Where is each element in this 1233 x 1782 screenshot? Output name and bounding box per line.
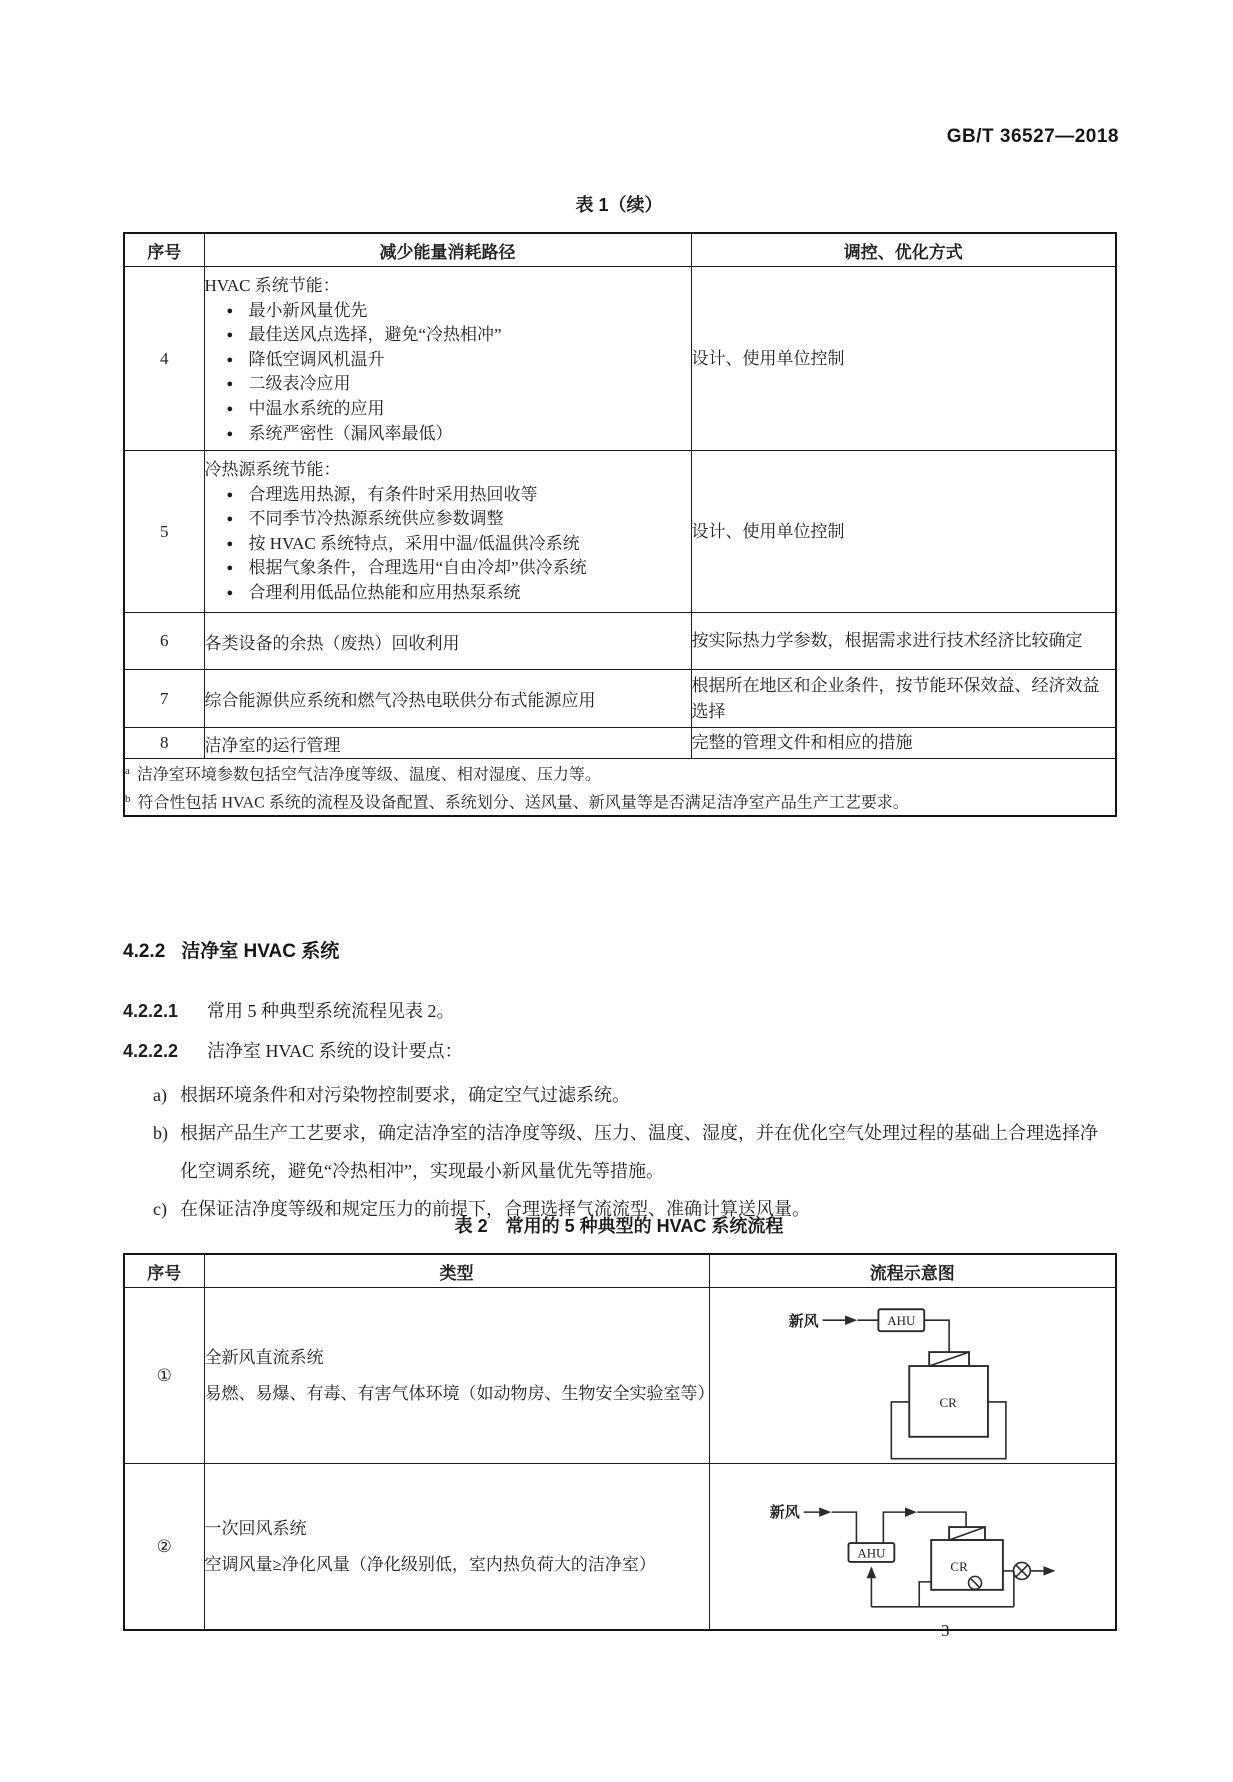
- filter-diagonal: [949, 1527, 985, 1540]
- column-header-control: 调控、优化方式: [691, 233, 1116, 267]
- column-header-path: 减少能量消耗路径: [204, 233, 691, 267]
- footnote-marker: a: [125, 765, 130, 777]
- fresh-air-duct: [831, 1512, 856, 1543]
- list-item-text: 根据环境条件和对污染物控制要求，确定空气过滤系统。: [180, 1085, 630, 1105]
- clause-text: 洁净室 HVAC 系统的设计要点：: [207, 1041, 463, 1061]
- footnote-a: [125, 759, 1115, 787]
- table-row-4: [124, 267, 1116, 451]
- clause-number: 4.2.2.1: [123, 1001, 179, 1021]
- table-row-5: [124, 451, 1116, 613]
- list-item-b: [123, 1114, 1115, 1190]
- page-number: 3: [941, 1621, 950, 1640]
- footnote-row: [124, 759, 1116, 816]
- footnote-cell: [124, 759, 1116, 816]
- table-row-6: [124, 613, 1116, 670]
- path-title: HVAC 系统节能：: [204, 276, 340, 295]
- row-number-cell: 5: [124, 451, 204, 613]
- row-number-cell: 7: [124, 670, 204, 728]
- type-cell: [204, 1288, 715, 1464]
- path-cell: [204, 451, 691, 613]
- clause-4-2-2-1: [123, 996, 1115, 1026]
- column-header-type: 类型: [204, 1254, 709, 1288]
- section-title: 洁净室 HVAC 系统: [181, 941, 340, 962]
- footnote-text: 符合性包括 HVAC 系统的流程及设备配置、系统划分、送风量、新风量等是否满足洁净室产品生产工艺要求。: [137, 794, 909, 812]
- bullet-item: ● 降低空调风机温升: [205, 348, 691, 373]
- bullet-list: [205, 483, 691, 606]
- fresh-air-label: 新风: [769, 1505, 800, 1522]
- table-row-circle2: [124, 1464, 1116, 1631]
- control-cell: 完整的管理文件和相应的措施: [691, 728, 1116, 759]
- cleanroom-label: CR: [949, 1558, 968, 1574]
- ahu-label: AHU: [856, 1545, 885, 1561]
- doc-number: GB/T 36527—2018: [946, 126, 1119, 147]
- bullet-item: ● 按 HVAC 系统特点，采用中温/低温供冷系统: [205, 532, 691, 557]
- bullet-item: ● 根据气象条件，合理选用“自由冷却”供冷系统: [205, 556, 691, 581]
- return-duct-left: [919, 1582, 931, 1607]
- row-number-cell: 4: [124, 267, 204, 451]
- column-header-no: 序号: [124, 1254, 204, 1288]
- fresh-air-label: 新风: [788, 1314, 819, 1331]
- clause-number: 4.2.2.2: [123, 1041, 179, 1061]
- type-cell: [204, 1464, 709, 1631]
- footnote-marker: b: [125, 792, 131, 805]
- bullet-item: ● 最小新风量优先: [205, 299, 691, 324]
- list-item-label: a): [153, 1085, 167, 1105]
- table1: [123, 232, 1117, 817]
- row-number-cell: 8: [124, 728, 204, 759]
- diagram-cell: [709, 1464, 1116, 1631]
- list-item-label: c): [153, 1199, 167, 1219]
- list-item-text: 根据产品生产工艺要求，确定洁净室的洁净度等级、压力、温度、湿度，并在优化空气处理过程的基础上合理选择净化空调系统，避免“冷热相冲”，实现最小新风量优先等措施。: [180, 1123, 1098, 1181]
- bullet-item: ● 合理利用低品位热能和应用热泵系统: [205, 581, 691, 606]
- footnote-text: 洁净室环境参数包括空气洁净度等级、温度、相对湿度、压力等。: [136, 766, 601, 784]
- bullet-item: ● 系统严密性（漏风率最低）: [205, 422, 691, 447]
- table2-header-row: [124, 1254, 1116, 1288]
- type-name: 全新风直流系统: [204, 1347, 324, 1367]
- column-header-no: 序号: [124, 233, 204, 267]
- clause-text: 常用 5 种典型系统流程见表 2。: [207, 1001, 455, 1021]
- type-desc: 空调风量≥净化风量（净化级别低，室内热负荷大的洁净室）: [204, 1554, 656, 1574]
- supply-duct-arrow: [883, 1512, 915, 1543]
- type-name: 一次回风系统: [204, 1518, 307, 1538]
- section-heading-4-2-2: [123, 936, 1115, 963]
- supply-duct: [924, 1320, 949, 1352]
- supply-duct: [917, 1512, 966, 1527]
- bullet-item: ● 合理选用热源，有条件时采用热回收等: [205, 483, 691, 508]
- control-cell: 按实际热力学参数，根据需求进行技术经济比较确定: [691, 613, 1116, 670]
- list-item-a: [123, 1076, 1115, 1114]
- row-number-cell: ②: [124, 1464, 204, 1631]
- table1-header-row: [124, 233, 1116, 267]
- control-cell: 设计、使用单位控制: [691, 451, 1116, 613]
- path-cell: 洁净室的运行管理: [204, 728, 691, 759]
- body-text: [123, 936, 1115, 1228]
- diagram-cell: [709, 1288, 1116, 1464]
- footnote-b: [125, 787, 1115, 815]
- ahu-label: AHU: [886, 1313, 915, 1329]
- type-desc: 易燃、易爆、有毒、有害气体环境（如动物房、生物安全实验室等）: [204, 1383, 715, 1403]
- table-row-8: [124, 728, 1116, 759]
- bullet-item: ● 最佳送风点选择，避免“冷热相冲”: [205, 323, 691, 348]
- hvac-diagram-full-fresh-air: [710, 1288, 1116, 1463]
- row-number-cell: 6: [124, 613, 204, 670]
- list-item-text: 在保证洁净度等级和规定压力的前提下，合理选择气流流型、准确计算送风量。: [180, 1199, 810, 1219]
- bullet-item: ● 二级表冷应用: [205, 372, 691, 397]
- damper-mark: [971, 1579, 979, 1587]
- table1-caption: 表 1（续）: [575, 195, 663, 215]
- table2: [123, 1253, 1117, 1631]
- path-title: 冷热源系统节能：: [204, 460, 341, 479]
- cleanroom-label: CR: [938, 1394, 957, 1410]
- section-number: 4.2.2: [123, 941, 166, 962]
- row-number-cell: ①: [124, 1288, 204, 1464]
- column-header-diagram: 流程示意图: [709, 1254, 1116, 1288]
- table2-caption: 表 2 常用的 5 种典型的 HVAC 系统流程: [454, 1216, 784, 1236]
- bullet-item: ● 中温水系统的应用: [205, 397, 691, 422]
- control-cell: 根据所在地区和企业条件，按节能环保效益、经济效益选择: [691, 670, 1116, 728]
- path-cell: 综合能源供应系统和燃气冷热电联供分布式能源应用: [204, 670, 691, 728]
- bullet-list: [205, 299, 691, 447]
- table-row-7: [124, 670, 1116, 728]
- path-cell: [204, 267, 691, 451]
- clause-4-2-2-2: [123, 1036, 1115, 1066]
- path-cell: 各类设备的余热（废热）回收利用: [204, 613, 691, 670]
- table-row-circle1: [124, 1288, 1116, 1464]
- hvac-diagram-primary-return-air: [710, 1464, 1116, 1629]
- bullet-item: ● 不同季节冷热源系统供应参数调整: [205, 507, 691, 532]
- list-item-label: b): [153, 1123, 168, 1143]
- control-cell: 设计、使用单位控制: [691, 267, 1116, 451]
- filter-diagonal: [929, 1352, 969, 1366]
